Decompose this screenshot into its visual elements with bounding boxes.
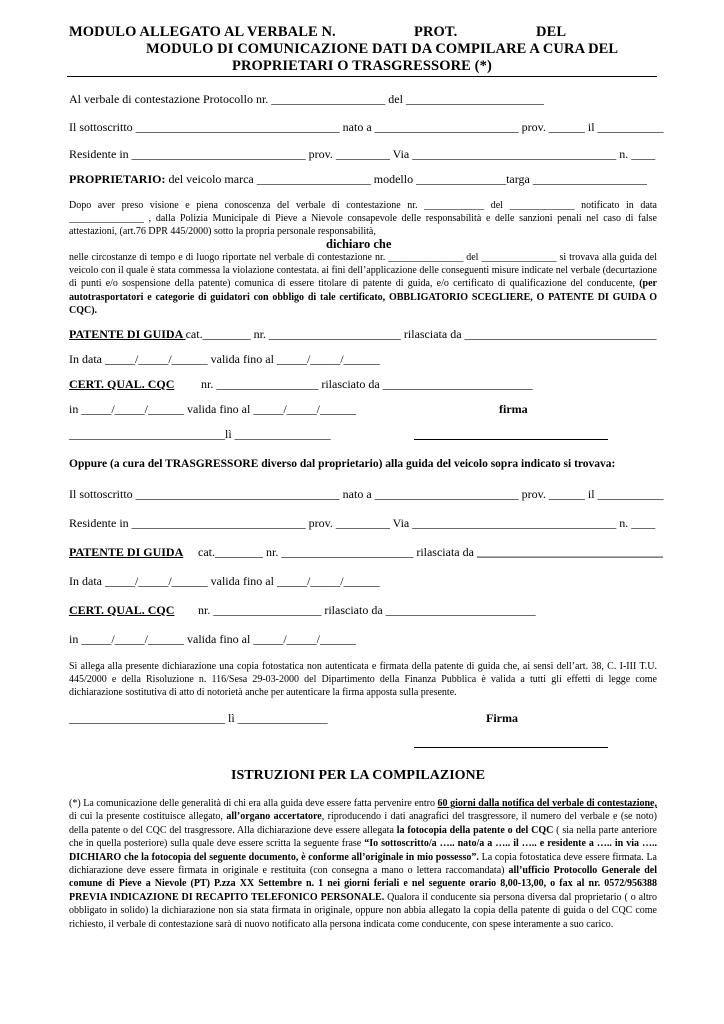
instructions-segment: , riproducendo i dati anagrafici del trasgressore, il numero del verbale e (se noto) della patente o del CQC del trasgressore. Alla dichiarazione deve essere allegata — [69, 811, 657, 836]
residente-field-2[interactable]: Residente in _____________________________ prov. _________ Via __________________________________ n. ____ — [69, 516, 656, 530]
instructions-segment: Qualora il conducente sia persona diversa dal proprietario ( o altro obbligato in solido) la dichiarazione non sia stata firmata in originale, oppure non abbia allegato la copia della patente di guida o del CQC come richiesto, il verbale di contestazione sarà di nuovo notificato alla persona indicata come conducente, con spese interamente a suo carico. — [69, 891, 657, 930]
signature-line-1[interactable] — [414, 439, 608, 440]
patente-details-2[interactable] — [198, 545, 663, 560]
verbale-field[interactable]: Al verbale di contestazione Protocollo nr. ___________________ del _______________________ — [69, 92, 544, 106]
instructions-segment: “Io sottoscritto/a ….. nato/a a ….. il ….. e residente a ….. in via ….. DICHIARO che la fotocopia del seguente documento, è conforme all’originale in mio possesso”. — [69, 838, 657, 863]
instructions-segment: la fotocopia della patente o del CQC — [396, 824, 554, 836]
circumstances-paragraph — [69, 251, 657, 317]
form-subtitle: MODULO DI COMUNICAZIONE DATI DA COMPILARE A CURA DEL — [146, 41, 619, 57]
instructions-title: ISTRUZIONI PER LA COMPILAZIONE — [231, 768, 485, 783]
proprietario-field[interactable] — [69, 172, 647, 187]
patente-details-1: cat.________ nr. ______________________ rilasciata da ________________________________ — [185, 327, 657, 341]
cqc-date-field-2[interactable]: in _____/_____/______ valida fino al _____/_____/______ — [69, 632, 356, 646]
instructions-segment: all’ufficio Protocollo Generale del comune di Pieve a Nievole (PT) P.zza XX Settembre n. 1 nei giorni feriali e nel seguente orario 8,00-13,00, o fax al nr. 0572/956388 PREVIA INDICAZIONE DI RECAPITO TELEFONICO PERSONALE. — [69, 865, 657, 903]
place-date-line-2[interactable]: __________________________ lì _______________ — [69, 711, 328, 725]
dichiaro-heading: dichiaro che — [326, 237, 392, 251]
patente-label-2: PATENTE DI GUIDA — [69, 545, 184, 559]
circumstances-text: nelle circostanze di tempo e di luogo riportate nel verbale di contestazione nr. _______________ del _______________ si trovava alla guida del veicolo con il quale è stata commessa la violazione contestata. ai fini dell’applicazione delle conseguenti misure indicate nel verbale (decurtazione di punti e/o sospensione della patente) comunica di essere titolare di patente di guida, e/o certificato di qualificazione del conducente, — [69, 252, 657, 290]
instructions-segment: (*) La comunicazione delle generalità di chi era alla guida deve essere fatta pervenire entro — [69, 798, 438, 809]
cqc-date-field-1[interactable]: in _____/_____/______ valida fino al _____/_____/______ — [69, 402, 356, 416]
cqc-label-2: CERT. QUAL. CQC — [69, 603, 175, 617]
cqc-label-1: CERT. QUAL. CQC — [69, 377, 175, 391]
circumstances-bold: (per autotrasportatori e categorie di guidatori con obbligo di tale certificato, OBBLIGATORIO SCEGLIERE, O PATENTE DI GUIDA O CQC). — [69, 278, 657, 316]
proprietario-details: del veicolo marca ___________________ modello _______________targa ___________________ — [165, 172, 647, 186]
instructions-segment: all’organo accertatore — [226, 811, 322, 823]
del-label: DEL — [536, 24, 567, 40]
prot-label: PROT. — [414, 24, 458, 40]
signature-line-2[interactable] — [414, 747, 608, 748]
place-date-line-1[interactable]: __________________________lì ________________ — [69, 427, 331, 441]
patente-date-field-2[interactable]: In data _____/_____/______ valida fino al _____/_____/______ — [69, 574, 380, 588]
attachment-paragraph: Si allega alla presente dichiarazione una copia fotostatica non autenticata e firmata della patente di guida che, ai sensi dell’art. 38, C. I-III T.U. 445/2000 e della Risoluzione n. 116/Sesa 29-03-2000 del Dipartimento della Finanza Pubblica è valida a tutti gli effetti di legge come dichiarazione sostitutiva di atto di notorietà anche per autenticare la firma apposta sulla presente. — [69, 661, 657, 699]
declaration-paragraph: Dopo aver preso visione e piena conoscenza del verbale di contestazione nr. ____________ del _____________ notificato in data _______________ , dalla Polizia Municipale di Pieve a Nievole consapevole delle responsabilità e delle sanzioni penali nel caso di false attestazioni, (art.76 DPR 445/2000) sotto la propria personale responsabilità, — [69, 200, 657, 238]
sottoscritto-field[interactable]: Il sottoscritto __________________________________ nato a ________________________ prov. ______ il ___________ — [69, 120, 664, 134]
proprietario-label: PROPRIETARIO: — [69, 172, 166, 186]
trasgressore-heading: Oppure (a cura del TRASGRESSORE diverso dal proprietario) alla guida del veicolo sopra indicato si trovava: — [69, 458, 616, 470]
residente-field[interactable]: Residente in _____________________________ prov. _________ Via __________________________________ n. ____ — [69, 147, 656, 161]
cqc-details-1[interactable]: nr. _________________ rilasciato da _________________________ — [201, 377, 533, 391]
sottoscritto-field-2[interactable]: Il sottoscritto __________________________________ nato a ________________________ prov. ______ il ___________ — [69, 487, 664, 501]
instructions-paragraph — [69, 797, 657, 931]
instructions-segment: La copia fotostatica deve essere firmata. La dichiarazione deve essere firmata in originale e restituita (con consegna a mano o lettera raccomandata) — [69, 851, 657, 877]
patente-details-2-text: cat.________ nr. ______________________ rilasciata da — [198, 545, 474, 559]
patente-details-2-tail: _______________________________ — [476, 545, 663, 559]
form-subtitle-2: PROPRIETARI O TRASGRESSORE (*) — [232, 58, 492, 74]
cqc-details-2[interactable]: nr. __________________ rilasciato da _________________________ — [198, 603, 536, 617]
patente-field-1[interactable] — [69, 327, 657, 342]
patente-date-field-1[interactable]: In data _____/_____/______ valida fino al _____/_____/______ — [69, 352, 380, 366]
patente-label-1: PATENTE DI GUIDA — [69, 327, 186, 341]
instructions-segment: di cui la presente costituisce allegato, — [69, 811, 227, 823]
header-divider — [67, 76, 657, 77]
firma-label-1: firma — [499, 402, 528, 416]
instructions-segment: 60 giorni dalla notifica del verbale di contestazione, — [437, 798, 657, 809]
instructions-segment: ( sia nella parte anteriore che in quella posteriore) sulla quale deve essere scritta la seguente frase — [69, 824, 657, 850]
form-title: MODULO ALLEGATO AL VERBALE N. — [69, 24, 336, 40]
firma-label-2: Firma — [486, 711, 518, 725]
